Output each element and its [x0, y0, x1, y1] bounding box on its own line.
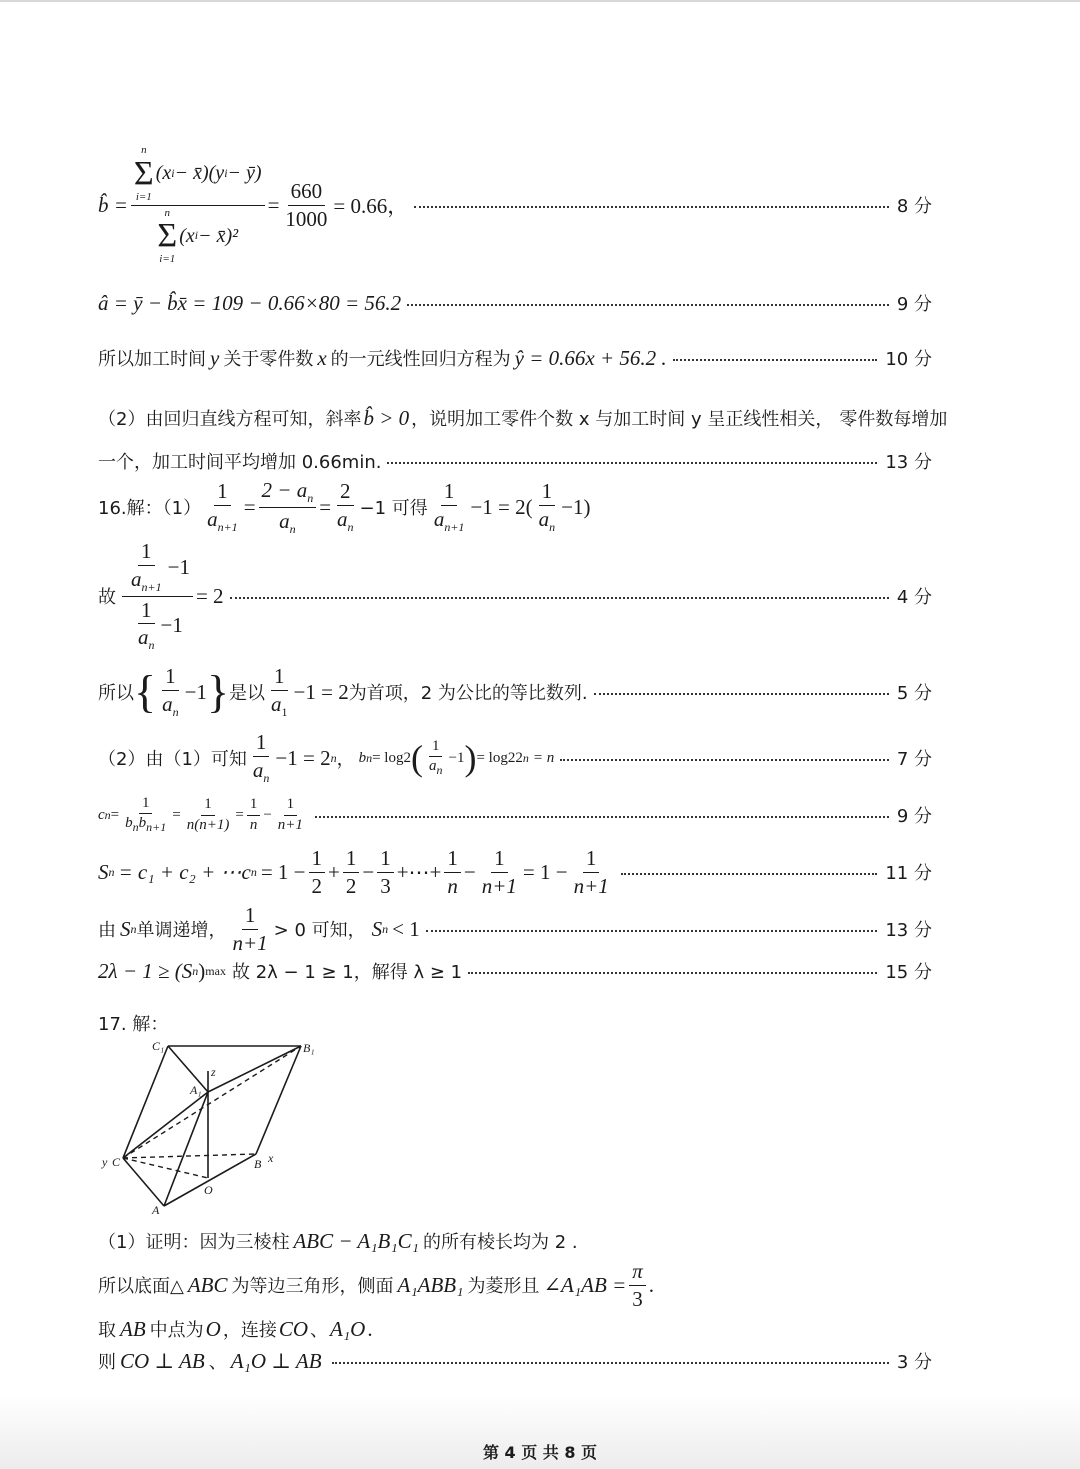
q16-recurrence: 16.解：（1） $\frac{1}{a_{n+1}}$ = $\frac{2 - a_n}{a_n}$ = $\frac{2}{a_n}$ −1 可得 $\frac{1}{a_{n+1}}$ −1 = 2( $\frac{1}{a_n}$ −1) — [98, 477, 591, 536]
ratio-equation: 故 $\frac{1}{a_{n+1}}$ −1 $\frac{1}{a_n}$ −1 = 2 4 分 — [98, 539, 932, 652]
q17-label: 17. 解： — [98, 1014, 169, 1035]
label-b1: B₁ — [303, 1041, 315, 1055]
proof-line1: （1）证明：因为三棱柱 ABC − A₁B₁C₁ 的所有棱长均为 2 . — [98, 1228, 578, 1253]
proof-line2: 所以底面△ ABC 为等边三角形，侧面 A₁ABB₁ 为菱形且 ∠A₁AB = $\frac{\pi}{3}$ . — [98, 1259, 655, 1311]
label-a1: A₁ — [190, 1083, 202, 1097]
label-o: O — [204, 1183, 213, 1197]
label-c: C — [112, 1155, 121, 1169]
label-x: x — [268, 1151, 274, 1165]
geometric-sequence: 所以 { $\frac{1}{a_n}$ −1 } 是以 $\frac{1}{a_1}$ −1 = 2 为首项，2 为公比的等比数列. 5 分 — [98, 664, 932, 719]
cn-formula: c n = $\frac{1}{b_nb_{n+1}}$ = $\frac{1}{n(n+1)}$ = $\frac{1}{n}$ − $\frac{1}{n+1}$ 9 分 — [98, 794, 932, 835]
label-y: y — [102, 1155, 108, 1169]
lambda-line: 2λ − 1 ≥ (S n ) max 故 2λ − 1 ≥ 1，解得 λ ≥ 1 15 分 — [98, 958, 932, 983]
prism-figure — [96, 1036, 326, 1216]
label-z: z — [211, 1065, 216, 1079]
regression-equation: 所以加工时间 y 关于零件数 x 的一元线性回归方程为 ŷ = 0.66x + 56.2 . 10 分 — [98, 345, 932, 370]
label-b: B — [254, 1157, 262, 1171]
a-hat-formula: â = ȳ − b̂x̄ = 109 − 0.66×80 = 56.2 9 分 — [98, 290, 932, 315]
proof-line4: 则 CO ⊥ AB 、 A₁O ⊥ AB 3 分 — [98, 1348, 932, 1373]
b-hat-fraction: n Σ i=1 (x i − x̄)(y i − ȳ) n Σ i=1 (x i − x̄)² — [131, 144, 265, 266]
page-number: 第 4 页 共 8 页 — [482, 1443, 598, 1462]
b-hat-formula: b̂ = n Σ i=1 (x i − x̄)(y i − ȳ) n Σ i=1 (x i − x̄)² = $\frac{660}{1000}$ = 0.66， 8 分 — [98, 144, 932, 266]
proof-line3: 取 AB 中点为 O ，连接 CO 、 A₁O . — [98, 1316, 373, 1341]
monotonic-line: 由 S n 单调递增， $\frac{1}{n+1}$ > 0 可知， S n < 1 13 分 — [98, 903, 932, 955]
top-border — [0, 0, 1080, 2]
part2-line2: 一个，加工时间平均增加 0.66min. 13 分 — [98, 452, 932, 473]
label-c1: C₁ — [152, 1039, 165, 1053]
sn-formula: S n = c₁ + c₂ + ⋯c n = 1 − $\frac{1}{2}$ + $\frac{1}{2}$ − $\frac{1}{3}$ +⋯+ $\frac{1}{n}$ − $\frac{1}{n+1}$ = 1 − $\frac{1}{n+1}$ 11 分 — [98, 846, 932, 898]
bn-formula: （2）由（1）可知 $\frac{1}{a_n}$ −1 = 2 n ， b n = log 2 ( $\frac{1}{a_n}$ −1 ) = log 2 2 n = n 7 分 — [98, 730, 932, 785]
label-a: A — [152, 1203, 160, 1216]
part2-line1: （2）由回归直线方程可知，斜率 b̂ > 0 ，说明加工零件个数 x 与加工时间 y 呈正线性相关， 零件数每增加 — [98, 405, 948, 430]
score-8: 8 分 — [896, 196, 932, 217]
